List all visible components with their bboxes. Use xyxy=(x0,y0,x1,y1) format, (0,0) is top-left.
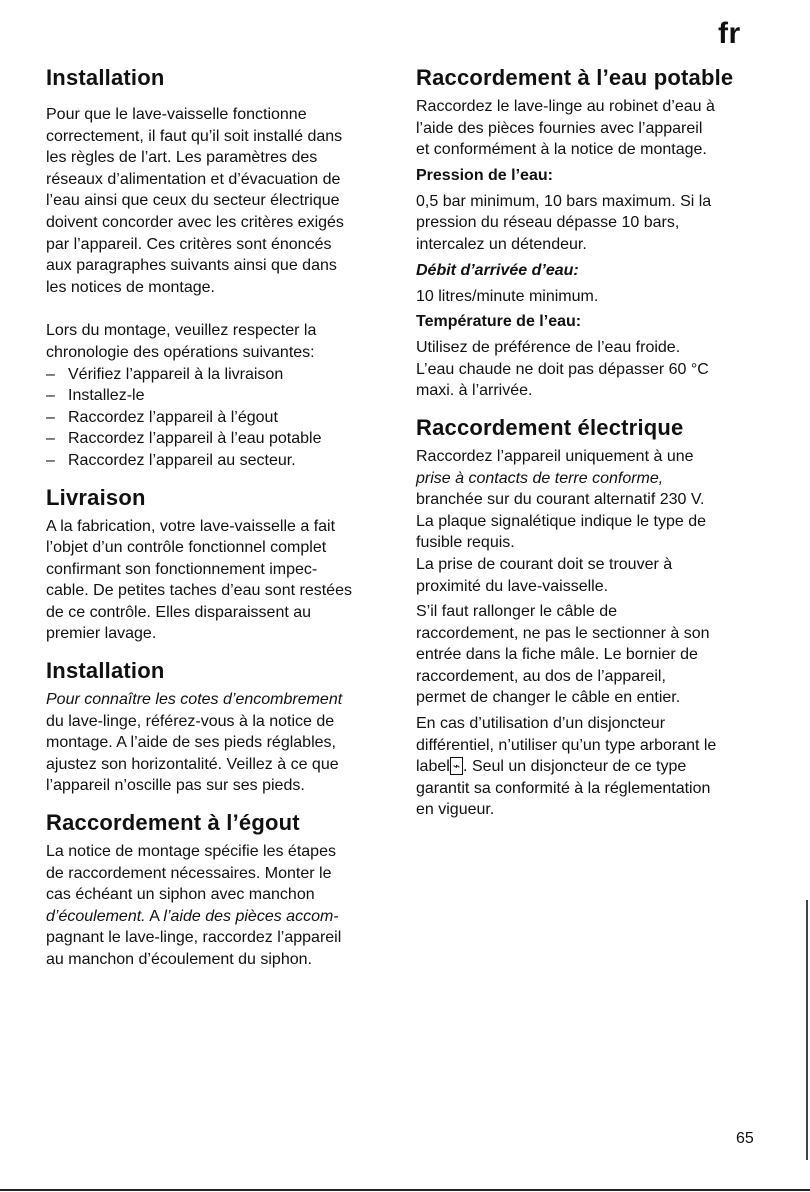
text-line: 10 litres/minute minimum. xyxy=(416,287,599,305)
egout-mixed-line xyxy=(46,906,386,928)
right-edge-rule xyxy=(806,900,808,1160)
electrique-paragraph-3 xyxy=(416,554,766,597)
text-line: l’appareil n’oscille pas sur ses pieds. xyxy=(46,777,305,795)
section-title-eau-potable: Raccordement à l’eau potable xyxy=(416,65,734,90)
subtitle-pression: Pression de l’eau: xyxy=(416,166,553,184)
text-line: 0,5 bar minimum, 10 bars maximum. Si la xyxy=(416,192,712,210)
text-line: différentiel, n’utiliser qu’un type arborant le xyxy=(416,736,717,754)
label-word: label xyxy=(416,758,450,776)
temperature-paragraph xyxy=(416,337,766,402)
electrique-paragraph-1-line-1: Raccordez l’appareil uniquement à une xyxy=(416,447,694,465)
text-line: Lors du montage, veuillez respecter la xyxy=(46,322,317,340)
electrique-paragraph-1-rest xyxy=(416,489,766,511)
pression-paragraph xyxy=(416,191,766,256)
list-item: – Raccordez l’appareil à l’eau potable xyxy=(46,428,386,450)
page-number: 65 xyxy=(736,1130,754,1147)
electrique-paragraph-5-end xyxy=(416,778,766,821)
text-line: l’objet d’un contrôle fonctionnel complet xyxy=(46,539,327,557)
electrique-label-line xyxy=(416,756,766,778)
section-title-installation: Installation xyxy=(46,65,165,90)
text-line: les notices de montage. xyxy=(46,278,215,296)
language-code: fr xyxy=(718,17,741,50)
left-column xyxy=(46,64,386,971)
text-line: intercalez un détendeur. xyxy=(416,235,587,253)
bottom-rule xyxy=(0,1189,810,1191)
list-item: – Vérifiez l’appareil à la livraison xyxy=(46,364,386,386)
section-title-electrique: Raccordement électrique xyxy=(416,414,684,440)
egout-plain: A xyxy=(145,907,164,925)
list-item: – Installez-le xyxy=(46,385,386,407)
list-item: – Raccordez l’appareil au secteur. xyxy=(46,450,386,472)
text-line: prise à contacts de terre conforme, xyxy=(416,469,664,487)
installation-paragraph-1 xyxy=(46,104,386,298)
egout-italic-a: d’écoulement. xyxy=(46,907,146,925)
text-line: maxi. à l’arrivée. xyxy=(416,382,533,400)
installation-2-paragraph xyxy=(46,711,386,797)
egout-paragraph-2 xyxy=(46,927,386,970)
electrique-paragraph-5 xyxy=(416,713,766,756)
text-line: correctement, il faut qu’il soit installé dans xyxy=(46,127,343,145)
text-line: confirmant son fonctionnement impec- xyxy=(46,560,318,578)
electrique-paragraph-2 xyxy=(416,511,766,554)
section-title-egout: Raccordement à l’égout xyxy=(46,810,300,836)
text-line: raccordement, ne pas le sectionner à son xyxy=(416,624,710,642)
text-line: en vigueur. xyxy=(416,801,495,819)
subtitle-temperature: Température de l’eau: xyxy=(416,313,582,331)
text-line: L’eau chaude ne doit pas dépasser 60 °C xyxy=(416,360,709,378)
text-line: garantit sa conformité à la réglementation xyxy=(416,779,711,797)
section-title-livraison: Livraison xyxy=(46,484,146,510)
text-line: et conformément à la notice de montage. xyxy=(416,141,707,159)
text-line: Raccordez le lave-linge au robinet d’eau à xyxy=(416,98,715,115)
egout-italic-b: l’aide des pièces accom- xyxy=(163,907,339,925)
text-line: réseaux d’alimentation et d’évacuation de xyxy=(46,170,341,188)
electrique-paragraph-1-italic xyxy=(416,468,766,490)
installation-2-italic-line xyxy=(46,689,386,711)
text-line: La plaque signalétique indique le type de xyxy=(416,512,707,530)
differential-breaker-badge-icon: ⌁ xyxy=(450,757,463,775)
text-line: La notice de montage spécifie les étapes xyxy=(46,843,336,861)
text-line: fusible requis. xyxy=(416,534,515,552)
text-line: du lave-linge, référez-vous à la notice de xyxy=(46,712,335,730)
text-line: l’eau ainsi que ceux du secteur électrique xyxy=(46,192,340,210)
text-line: permet de changer le câble en entier. xyxy=(416,689,681,707)
debit-paragraph xyxy=(416,286,766,308)
text-line: raccordement, au dos de l’appareil, xyxy=(416,667,666,685)
text-line: A la fabrication, votre lave-vaisselle a fait xyxy=(46,517,336,535)
text-line: pagnant le lave-linge, raccordez l’appareil xyxy=(46,929,342,947)
egout-paragraph-1 xyxy=(46,841,386,906)
text-line: doivent concorder avec les critères exigés xyxy=(46,213,344,231)
text-line: Pour que le lave-vaisselle fonctionne xyxy=(46,106,307,123)
text-line: au manchon d’écoulement du siphon. xyxy=(46,951,312,968)
text-line: Pour connaître les cotes d’encombrement xyxy=(46,691,343,709)
text-line: de raccordement nécessaires. Monter le xyxy=(46,864,332,882)
text-line: La prise de courant doit se trouver à xyxy=(416,555,673,573)
electrique-paragraph-4 xyxy=(416,601,766,709)
text-line: aux paragraphes suivants ainsi que dans xyxy=(46,257,337,275)
text-line: Utilisez de préférence de l’eau froide. xyxy=(416,339,681,357)
text-line: montage. A l’aide de ses pieds réglables, xyxy=(46,734,336,752)
eau-paragraph xyxy=(416,96,766,161)
text-line: proximité du lave-vaisselle. xyxy=(416,577,609,595)
text-line: branchée sur du courant alternatif 230 V. xyxy=(416,491,705,509)
text-line: cas échéant un siphon avec manchon xyxy=(46,886,315,904)
livraison-paragraph xyxy=(46,516,386,646)
text-line: En cas d’utilisation d’un disjoncteur xyxy=(416,715,666,733)
section-title-installation-2: Installation xyxy=(46,658,165,684)
text-line: pression du réseau dépasse 10 bars, xyxy=(416,214,680,232)
text-line: ajustez son horizontalité. Veillez à ce que xyxy=(46,755,339,773)
installation-paragraph-2 xyxy=(46,320,386,363)
text-line: entrée dans la fiche mâle. Le bornier de xyxy=(416,646,698,664)
list-item: – Raccordez l’appareil à l’égout xyxy=(46,407,386,429)
text-line: cable. De petites taches d’eau sont restées xyxy=(46,582,352,600)
text-line: l’aide des pièces fournies avec l’appareil xyxy=(416,119,703,137)
text-line: S’il faut rallonger le câble de xyxy=(416,603,618,621)
label-after: . Seul un disjoncteur de ce type xyxy=(463,758,687,776)
right-column xyxy=(416,64,766,821)
text-line: les règles de l’art. Les paramètres des xyxy=(46,149,318,167)
subtitle-debit: Débit d’arrivée d’eau: xyxy=(416,261,579,279)
text-line: par l’appareil. Ces critères sont énoncés xyxy=(46,235,332,253)
text-line: chronologie des opérations suivantes: xyxy=(46,343,315,361)
installation-steps-list xyxy=(46,364,386,472)
text-line: premier lavage. xyxy=(46,625,157,643)
text-line: de ce contrôle. Elles disparaissent au xyxy=(46,603,312,621)
